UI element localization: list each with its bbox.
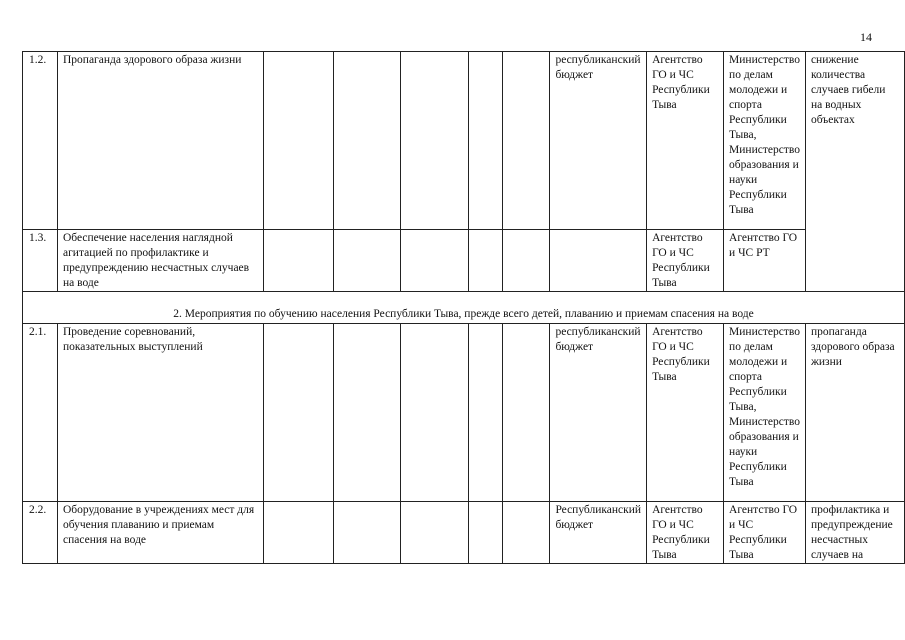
expected-result: снижение количества случаев гибели на водных объектах — [805, 52, 904, 292]
funding-source: республиканский бюджет — [550, 52, 647, 230]
expected-result: профилактика и предупреждение несчастных случаев на — [805, 502, 904, 564]
empty-cell — [400, 324, 468, 502]
executor: Агентство ГО и ЧС Республики Тыва — [647, 52, 724, 230]
page-number: 14 — [860, 30, 872, 44]
empty-cell — [333, 324, 400, 502]
empty-cell — [502, 324, 550, 502]
row-number: 1.2. — [23, 52, 58, 230]
empty-cell — [468, 52, 502, 230]
empty-cell — [400, 230, 468, 292]
measure-name: Пропаганда здорового образа жизни — [57, 52, 263, 230]
empty-cell — [400, 502, 468, 564]
co-executor: Министерство по делам молодежи и спорта Республики Тыва, Министерство образования и науки Республики Тыва — [724, 52, 806, 230]
co-executor: Агентство ГО и ЧС Республики Тыва — [724, 502, 806, 564]
empty-cell — [468, 324, 502, 502]
empty-cell — [502, 52, 550, 230]
co-executor: Агентство ГО и ЧС РТ — [724, 230, 806, 292]
table-row — [23, 230, 905, 292]
executor: Агентство ГО и ЧС Республики Тыва — [647, 502, 724, 564]
executor: Агентство ГО и ЧС Республики Тыва — [647, 230, 724, 292]
expected-result: пропаганда здорового образа жизни — [805, 324, 904, 502]
row-number: 2.2. — [23, 502, 58, 564]
empty-cell — [263, 52, 333, 230]
row-number: 2.1. — [23, 324, 58, 502]
funding-source: Республиканский бюджет — [550, 502, 647, 564]
empty-cell — [333, 52, 400, 230]
table-row — [23, 502, 905, 564]
empty-cell — [400, 52, 468, 230]
funding-source — [550, 230, 647, 292]
empty-cell — [263, 502, 333, 564]
empty-cell — [333, 230, 400, 292]
empty-cell — [333, 502, 400, 564]
table-row — [23, 324, 905, 502]
co-executor: Министерство по делам молодежи и спорта Республики Тыва, Министерство образования и науки Республики Тыва — [724, 324, 806, 502]
empty-cell — [468, 502, 502, 564]
measure-name: Оборудование в учреждениях мест для обучения плаванию и приемам спасения на воде — [57, 502, 263, 564]
empty-cell — [263, 324, 333, 502]
section-heading-row — [23, 292, 905, 324]
measure-name: Проведение соревнований, показательных выступлений — [57, 324, 263, 502]
executor: Агентство ГО и ЧС Республики Тыва — [647, 324, 724, 502]
empty-cell — [502, 502, 550, 564]
funding-source: республиканский бюджет — [550, 324, 647, 502]
section-title: 2. Мероприятия по обучению населения Республики Тыва, прежде всего детей, плаванию и приемам спасения на воде — [23, 292, 905, 324]
table-row — [23, 52, 905, 230]
empty-cell — [263, 230, 333, 292]
empty-cell — [502, 230, 550, 292]
empty-cell — [468, 230, 502, 292]
measures-table — [22, 51, 905, 564]
row-number: 1.3. — [23, 230, 58, 292]
measure-name: Обеспечение населения наглядной агитацией по профилактике и предупреждению несчастных случаев на воде — [57, 230, 263, 292]
